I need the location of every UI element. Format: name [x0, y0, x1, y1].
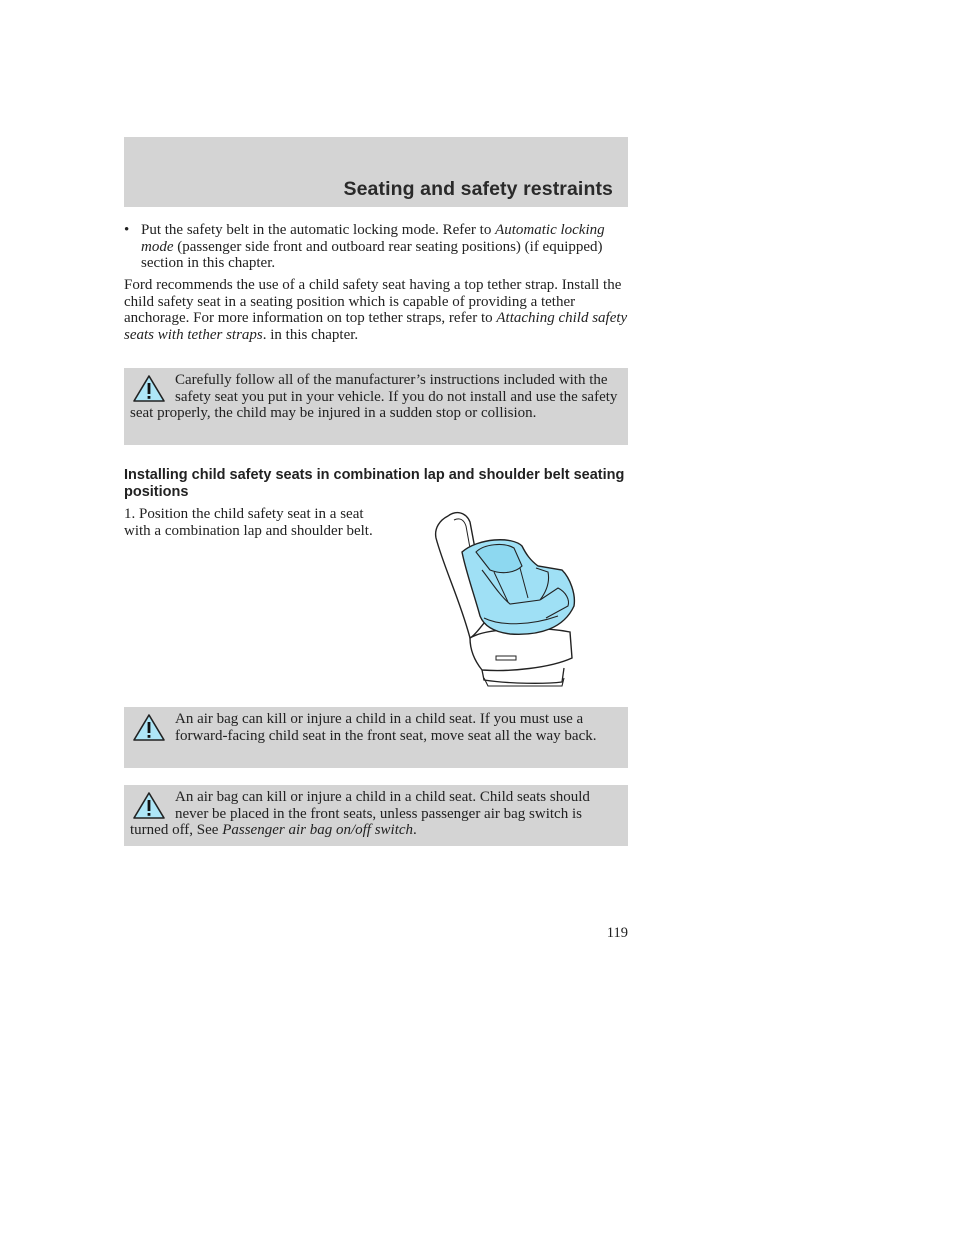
warning-text: An air bag can kill or injure a child in a child seat. If you must use a forward-facing child seat in the front seat, move seat all the way back.: [175, 711, 597, 744]
page-number: 119: [606, 925, 628, 941]
warning-triangle-icon: [132, 374, 166, 404]
seat-lever: [496, 656, 516, 660]
bullet-mark: •: [124, 222, 130, 238]
warning-box-front-seat: [124, 785, 628, 846]
tether-paragraph: [124, 277, 628, 343]
warning-text: [130, 789, 618, 839]
chapter-title: Seating and safety restraints: [343, 178, 613, 200]
bullet-text-before: Put the safety belt in the automatic locking mode. Refer to: [141, 222, 496, 238]
warning-text-after: .: [413, 822, 417, 838]
chapter-header: [124, 137, 628, 207]
automatic-locking-mode-link[interactable]: Automatic locking mode: [141, 222, 605, 255]
step-1-text: 1. Position the child safety seat in a seat with a combination lap and shoulder belt.: [124, 506, 373, 539]
bullet-item: [124, 222, 628, 272]
passenger-air-bag-switch-link[interactable]: Passenger air bag on/off switch: [222, 822, 414, 838]
warning-text-before: An air bag can kill or injure a child in a child seat. Child seats should never be placed in the front seats, unless passenger air bag switch is turned off, See: [130, 789, 590, 838]
tether-text-after: . in this chapter.: [262, 326, 359, 343]
tether-text-before: Ford recommends the use of a child safety seat having a top tether strap. Install the child safety seat in a seating position which is capable of providing a tether anchorage. For more information on top tether straps, refer to: [124, 277, 622, 326]
warning-triangle-icon: [132, 713, 166, 743]
warning-triangle-icon: [132, 791, 166, 821]
bullet-text-after: (passenger side front and outboard rear seating positions) (if equipped) section in this chapter.: [141, 238, 603, 271]
section-heading: Installing child safety seats in combination lap and shoulder belt seating positions: [124, 467, 625, 500]
tether-straps-link[interactable]: Attaching child safety seats with tether straps: [124, 310, 628, 343]
warning-text: Carefully follow all of the manufacturer’s instructions included with the safety seat you put in your vehicle. If you do not install and use the safety seat properly, the child may be injured in a sudden stop or collision.: [130, 372, 618, 421]
warning-box-forward-facing: [124, 707, 628, 768]
child-seat-illustration: [430, 508, 580, 690]
warning-box-instructions: [124, 368, 628, 445]
bullet-text: [141, 222, 628, 272]
